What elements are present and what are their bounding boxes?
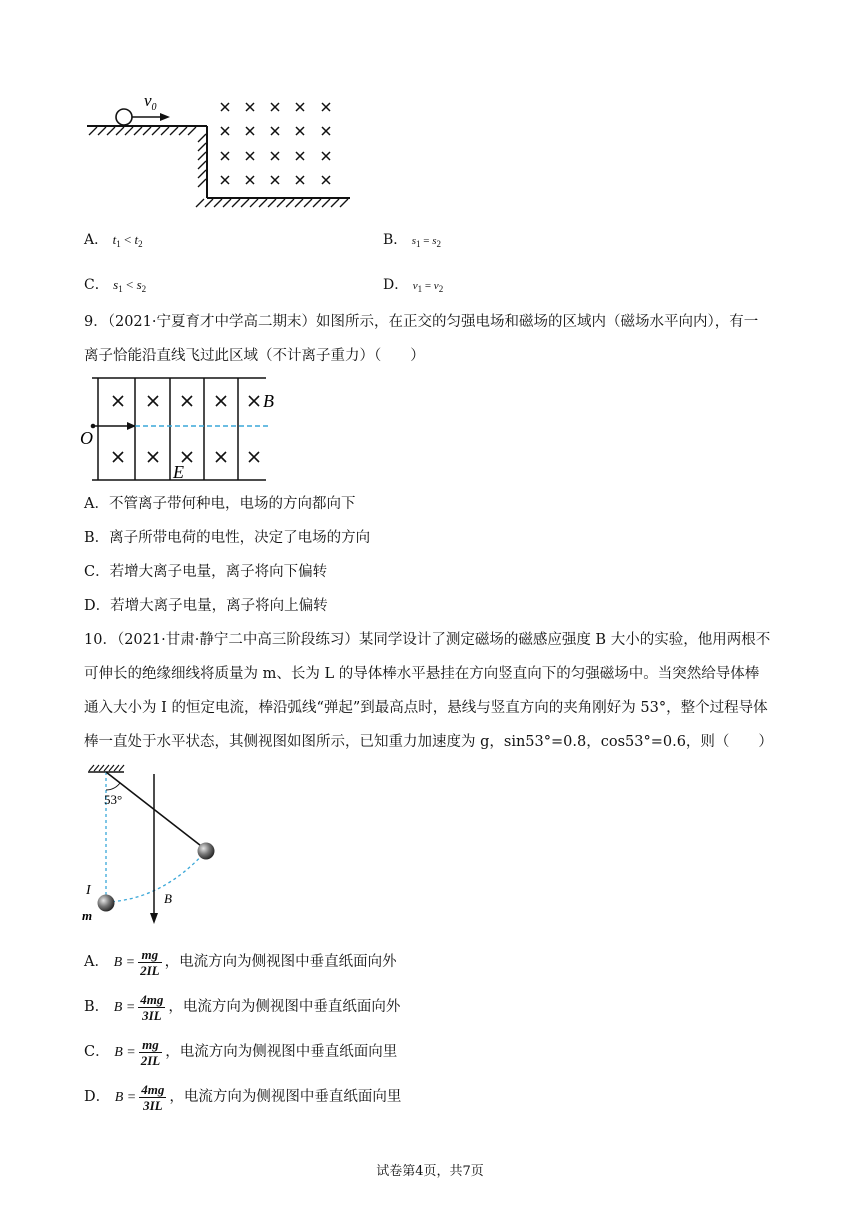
q10-diagram bbox=[80, 760, 240, 935]
page-footer: 试卷第4页，共7页 bbox=[376, 1164, 484, 1179]
label-b: B bbox=[164, 891, 172, 906]
option-lhs: B = bbox=[113, 955, 136, 970]
q8-option-a[interactable] bbox=[84, 230, 143, 254]
q10-option-d[interactable] bbox=[84, 1080, 401, 1115]
q10-stem-line-1: 10．（2021·甘肃·静宁二中高三阶段练习）某同学设计了测定磁场的磁感应强度 B 大小的实验，他用两根不 bbox=[84, 632, 771, 648]
q10-option-c[interactable] bbox=[84, 1035, 397, 1070]
option-letter: A． bbox=[84, 232, 109, 248]
option-letter: C． bbox=[84, 277, 109, 293]
q10-stem-line-3: 通入大小为 I 的恒定电流，棒沿弧线“弹起”到最高点时，悬线与竖直方向的夹角刚好为 53°，整个过程导体 bbox=[84, 700, 768, 716]
q10-option-a[interactable] bbox=[84, 945, 397, 980]
option-letter: B． bbox=[84, 999, 110, 1015]
v0-label: $v_0$ bbox=[144, 91, 157, 113]
q8-figure bbox=[84, 86, 364, 211]
rod-bottom-position bbox=[98, 895, 115, 912]
fraction: $\frac{mg}{2IL}$ bbox=[140, 946, 160, 978]
label-e: E bbox=[173, 462, 184, 482]
q10-stem-line-4: 棒一直处于水平状态，其侧视图如图所示，已知重力加速度为 g，sin53°=0.8，cos53°=0.6，则（ ） bbox=[84, 734, 773, 750]
q9-option-d[interactable]: D．若增大离子电量，离子将向上偏转 bbox=[84, 598, 328, 614]
fraction: $\frac{mg}{2IL}$ bbox=[140, 1036, 161, 1068]
option-lhs: B = bbox=[113, 1000, 136, 1015]
label-b: B bbox=[263, 391, 274, 411]
ball bbox=[116, 109, 132, 125]
option-letter: D． bbox=[383, 277, 409, 293]
option-letter: C． bbox=[84, 1044, 110, 1060]
label-m: m bbox=[82, 908, 93, 923]
option-text: ，电流方向为侧视图中垂直纸面向里 bbox=[165, 1044, 398, 1060]
magnetic-field-crosses bbox=[221, 103, 330, 184]
q10-option-b[interactable] bbox=[84, 990, 400, 1025]
q9-option-a[interactable]: A．不管离子带何种电，电场的方向都向下 bbox=[84, 496, 356, 512]
option-letter: B． bbox=[383, 232, 408, 248]
fraction: $\frac{4mg}{3IL}$ bbox=[141, 1081, 165, 1113]
option-letter: A． bbox=[84, 954, 109, 970]
option-formula: $s_1 = s_2$ bbox=[411, 235, 442, 249]
q8-option-c[interactable] bbox=[84, 275, 146, 299]
q9-option-c[interactable]: C．若增大离子电量，离子将向下偏转 bbox=[84, 564, 328, 580]
q9-diagram bbox=[80, 372, 280, 484]
rod-top-position bbox=[198, 843, 215, 860]
option-lhs: B = bbox=[114, 1045, 136, 1060]
q9-stem-line-2: 离子恰能沿直线飞过此区域（不计离子重力）（ ） bbox=[84, 348, 425, 364]
label-i: I bbox=[86, 883, 91, 898]
option-lhs: B = bbox=[114, 1090, 137, 1105]
option-text: ，电流方向为侧视图中垂直纸面向里 bbox=[169, 1089, 402, 1105]
option-formula: $t_1 < t_2$ bbox=[112, 232, 143, 249]
q8-option-d[interactable] bbox=[383, 275, 443, 299]
q8-option-b[interactable] bbox=[383, 230, 441, 254]
angle-label: 53° bbox=[104, 792, 123, 807]
label-o: O bbox=[80, 428, 93, 448]
q9-stem-line-1: 9．（2021·宁夏育才中学高二期末）如图所示，在正交的匀强电场和磁场的区域内（磁场水平向内），有一 bbox=[84, 314, 759, 330]
option-text: ，电流方向为侧视图中垂直纸面向外 bbox=[168, 999, 401, 1015]
option-formula: $v_1 = v_2$ bbox=[412, 280, 444, 294]
option-letter: D． bbox=[84, 1089, 111, 1105]
arc-dashed-path bbox=[106, 851, 206, 902]
q10-stem-line-2: 可伸长的绝缘细线将质量为 m、长为 L 的导体棒水平悬挂在方向竖直向下的匀强磁场中。当突然给导体棒 bbox=[84, 666, 760, 682]
option-formula: $s_1 < s_2$ bbox=[113, 277, 147, 294]
q9-option-b[interactable]: B．离子所带电荷的电性，决定了电场的方向 bbox=[84, 530, 371, 546]
q9-figure bbox=[80, 372, 280, 484]
q8-diagram bbox=[84, 86, 364, 211]
suspension-line bbox=[106, 772, 205, 849]
fraction: $\frac{4mg}{3IL}$ bbox=[140, 991, 164, 1023]
q10-figure bbox=[80, 760, 240, 935]
option-text: ，电流方向为侧视图中垂直纸面向外 bbox=[164, 954, 397, 970]
